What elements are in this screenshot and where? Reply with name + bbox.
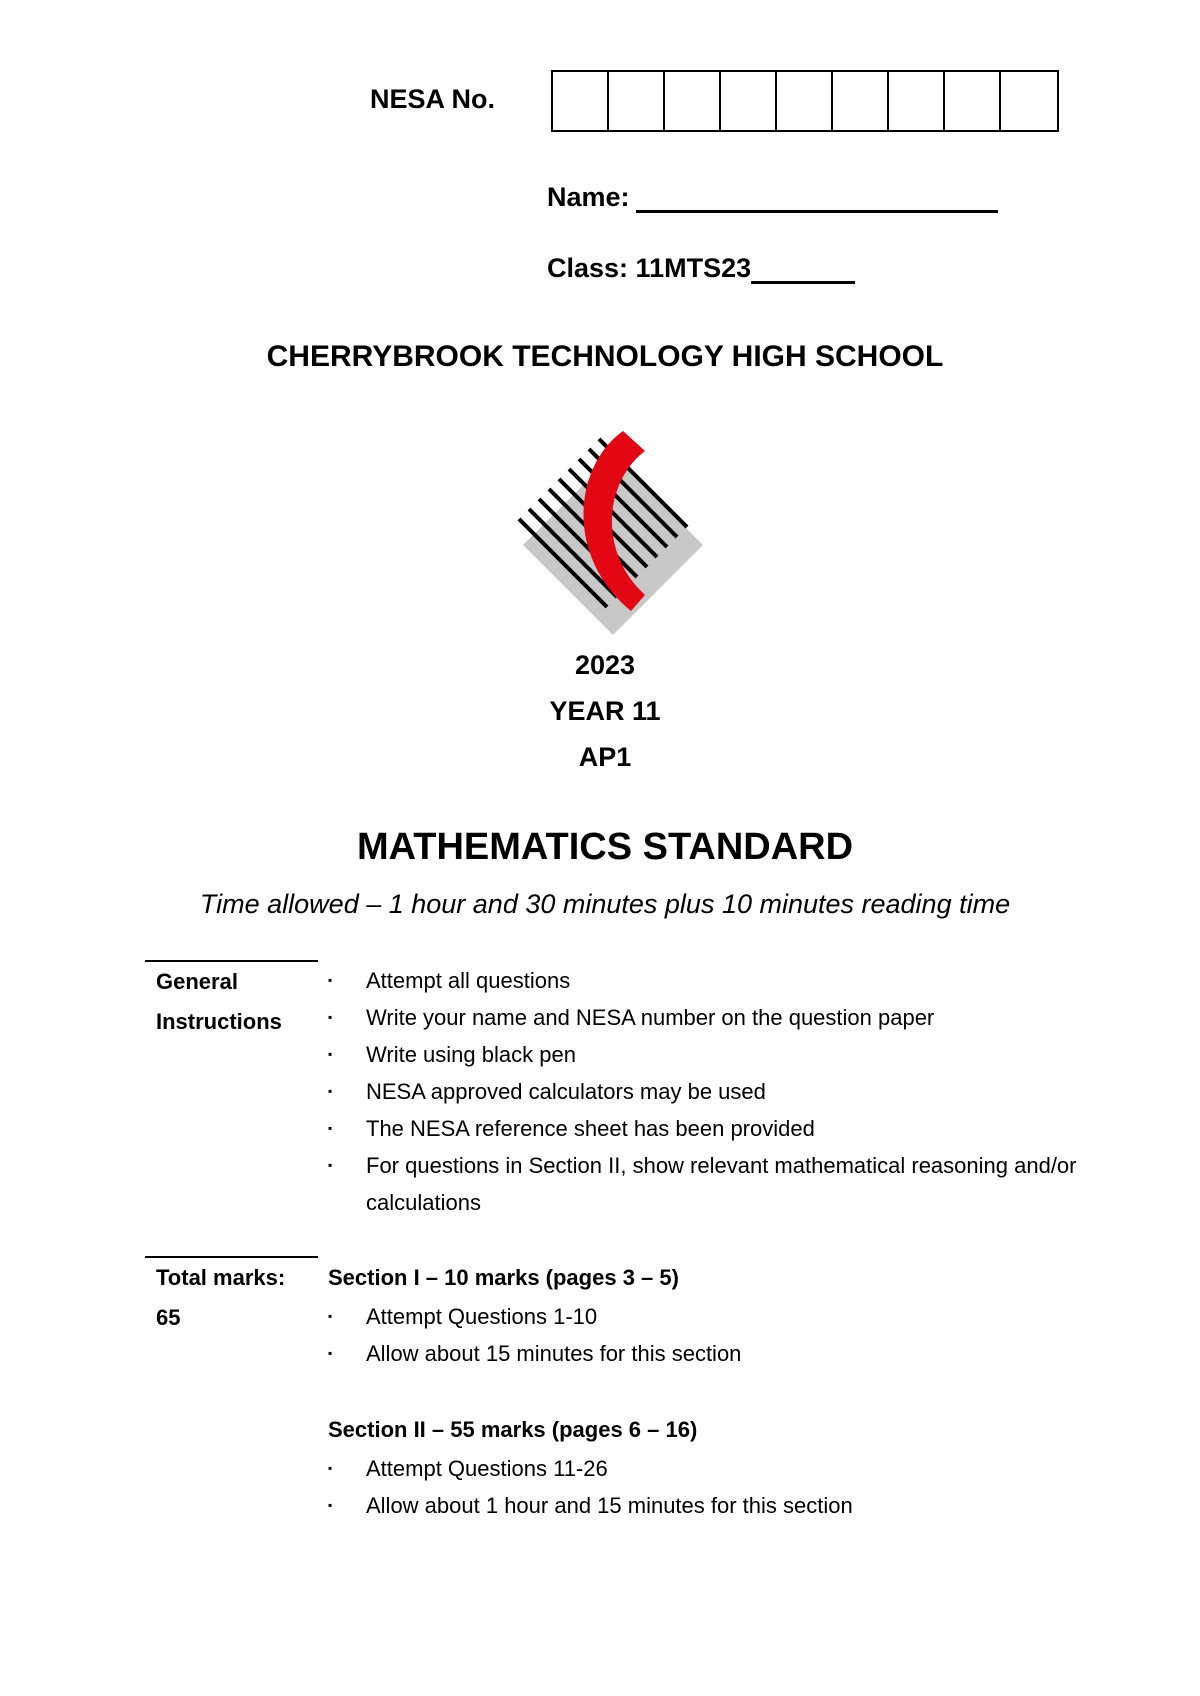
- class-field: [547, 253, 855, 284]
- nesa-digit-box[interactable]: [553, 72, 609, 130]
- school-logo-icon: [505, 425, 705, 645]
- exam-subject-title: MATHEMATICS STANDARD: [356, 826, 854, 868]
- exam-year: 2023: [574, 650, 636, 680]
- nesa-digit-box[interactable]: [945, 72, 1001, 130]
- total-marks-block: [156, 1258, 285, 1338]
- nesa-digit-box[interactable]: [609, 72, 665, 130]
- exam-assessment: AP1: [578, 742, 632, 772]
- general-instructions-label-line1: General: [156, 969, 238, 994]
- name-blank-line[interactable]: [636, 182, 998, 213]
- list-item: ▪ Attempt all questions: [328, 962, 1106, 999]
- list-item: ▪ NESA approved calculators may be used: [328, 1073, 1106, 1110]
- nesa-digit-box[interactable]: [721, 72, 777, 130]
- class-blank-line[interactable]: [751, 261, 855, 284]
- total-marks-label: Total marks:: [156, 1265, 286, 1290]
- list-item: ▪ Attempt Questions 1-10: [328, 1298, 741, 1335]
- list-item: ▪ Allow about 1 hour and 15 minutes for this section: [328, 1487, 853, 1524]
- section-1-list: [328, 1298, 741, 1372]
- name-label: Name:: [547, 182, 630, 212]
- nesa-digit-box[interactable]: [1001, 72, 1057, 130]
- general-instructions-list: [328, 962, 1106, 1221]
- nesa-digit-box[interactable]: [889, 72, 945, 130]
- section-2-list: [328, 1450, 853, 1524]
- time-allowed: Time allowed – 1 hour and 30 minutes plus 10 minutes reading time: [199, 889, 1011, 919]
- name-field: [547, 182, 998, 213]
- list-item: ▪ Attempt Questions 11-26: [328, 1450, 853, 1487]
- nesa-digit-box[interactable]: [833, 72, 889, 130]
- list-item: ▪ Write your name and NESA number on the question paper: [328, 999, 1106, 1036]
- nesa-number-label: NESA No.: [370, 84, 496, 114]
- general-instructions-label: [156, 962, 282, 1042]
- general-instructions-label-line2: Instructions: [156, 1009, 282, 1034]
- nesa-digit-box[interactable]: [665, 72, 721, 130]
- school-name: CHERRYBROOK TECHNOLOGY HIGH SCHOOL: [266, 340, 944, 373]
- section-2-heading: Section II – 55 marks (pages 6 – 16): [328, 1417, 698, 1442]
- list-item: ▪ Write using black pen: [328, 1036, 1106, 1073]
- total-marks-value: 65: [156, 1305, 181, 1330]
- class-label: Class: 11MTS23: [547, 253, 752, 283]
- exam-grade: YEAR 11: [549, 696, 661, 726]
- list-item: ▪ For questions in Section II, show relevant mathematical reasoning and/or calculations: [328, 1147, 1106, 1221]
- section-1-heading: Section I – 10 marks (pages 3 – 5): [328, 1265, 679, 1290]
- nesa-digit-box[interactable]: [777, 72, 833, 130]
- nesa-number-boxes: [551, 70, 1059, 132]
- list-item: ▪ Allow about 15 minutes for this section: [328, 1335, 741, 1372]
- list-item: ▪ The NESA reference sheet has been provided: [328, 1110, 1106, 1147]
